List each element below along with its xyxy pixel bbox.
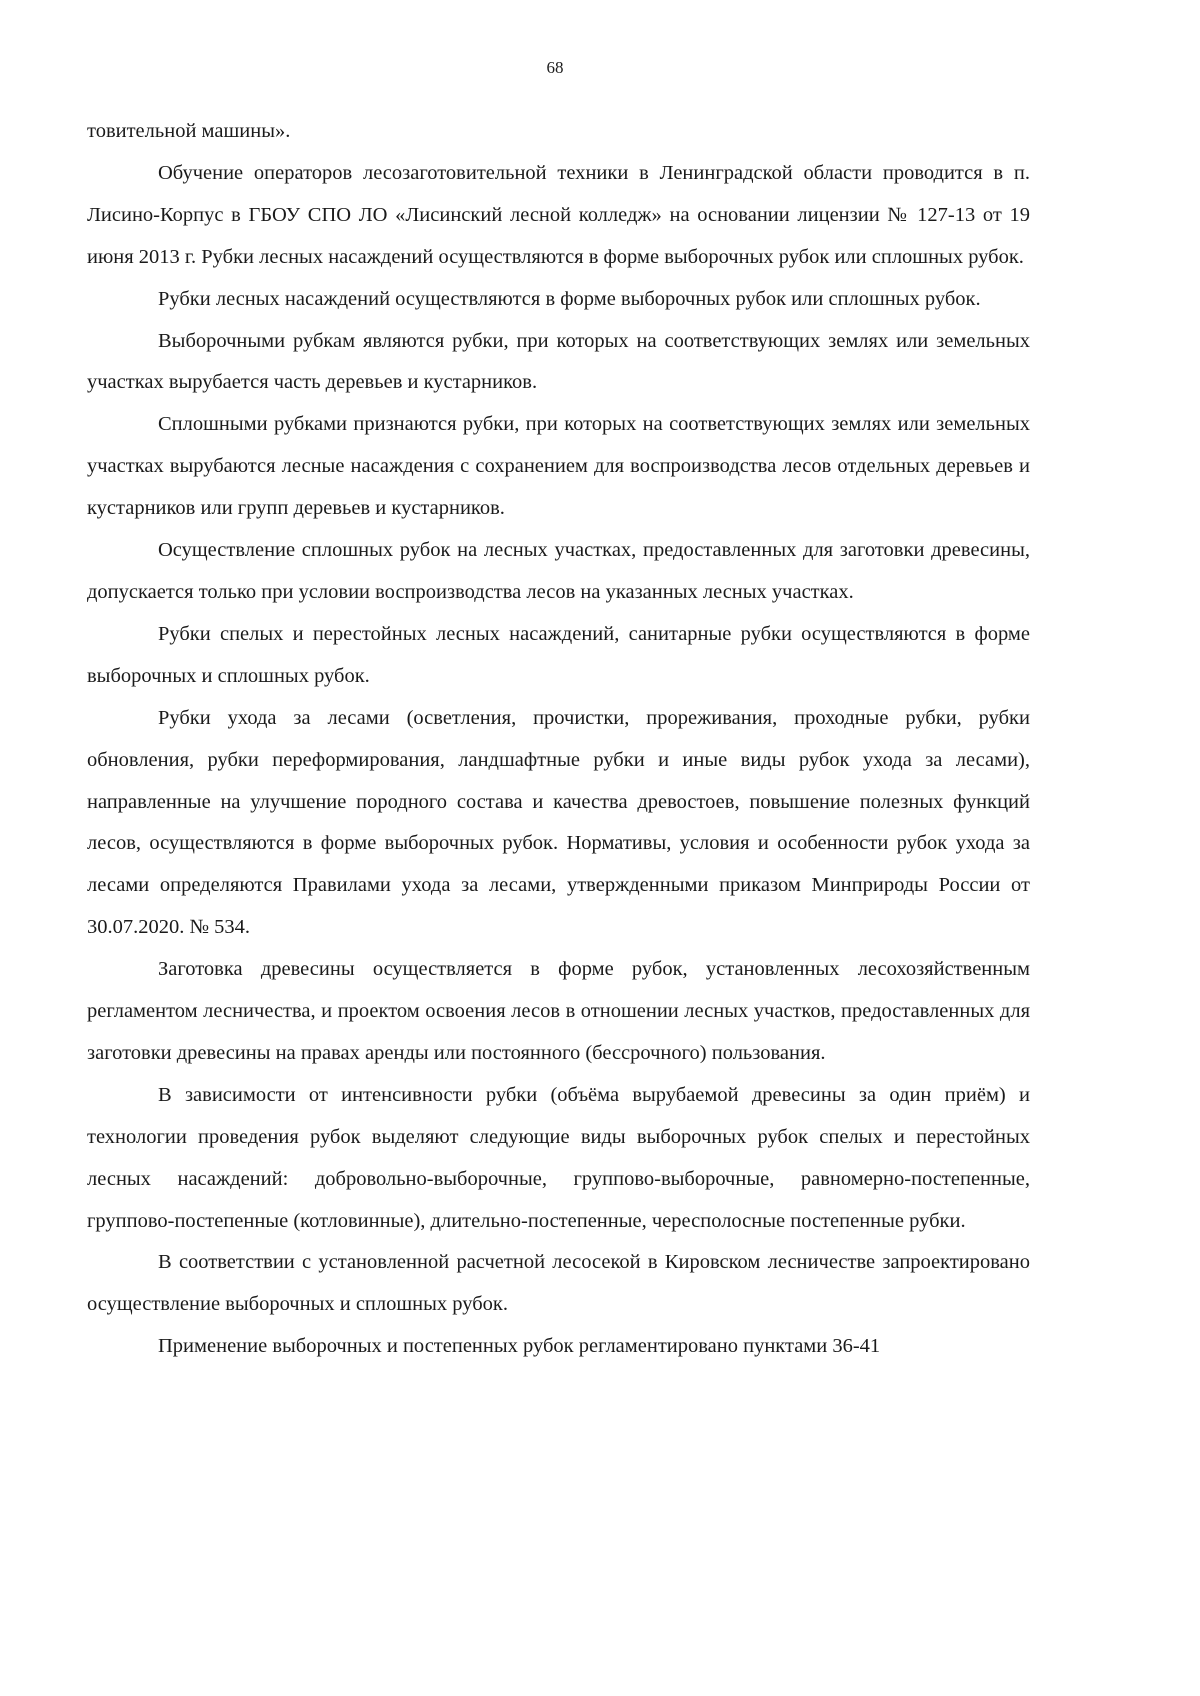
paragraph: Рубки спелых и перестойных лесных насаждений, санитарные рубки осуществляются в форме выборочных и сплошных рубок. (87, 622, 1030, 687)
paragraph: Осуществление сплошных рубок на лесных участках, предоставленных для заготовки древесины, допускается только при условии воспроизводства лесов на указанных лесных участках. (87, 539, 1030, 603)
paragraph-last: Применение выборочных и постепенных рубок регламентировано пунктами 36-41 (158, 1335, 881, 1358)
body-text (87, 111, 1030, 1368)
paragraph: Рубки лесных насаждений осуществляются в форме выборочных рубок или сплошных рубок. (158, 287, 981, 310)
paragraph: В соответствии с установленной расчетной лесосекой в Кировском лесничестве запроектировано осуществление выборочных и сплошных рубок. (87, 1251, 1030, 1316)
page-number: 68 (546, 58, 564, 77)
paragraph: Сплошными рубками признаются рубки, при которых на соответствующих землях или земельных участках вырубаются лесные насаждения с сохранением для воспроизводства лесов отдельных деревьев и кустарников или групп деревьев и кустарников. (87, 413, 1030, 520)
paragraph: Выборочными рубкам являются рубки, при которых на соответствующих землях или земельных участках вырубается часть деревьев и кустарников. (87, 329, 1030, 394)
paragraph: Заготовка древесины осуществляется в форме рубок, установленных лесохозяйственным регламентом лесничества, и проектом освоения лесов в отношении лесных участков, предоставленных для заготовки древесины на правах аренды или постоянного (бессрочного) пользования. (87, 958, 1030, 1064)
paragraph: Рубки ухода за лесами (осветления, прочистки, прореживания, проходные рубки, рубки обновления, рубки переформирования, ландшафтные рубки и иные виды рубок ухода за лесами), направленные на улучшение породного состава и качества древостоев, повышение полезных функций лесов, осуществляются в форме выборочных рубок. Нормативы, условия и особенности рубок ухода за лесами определяются Правилами ухода за лесами, утвержденными приказом Минприроды России от 30.07.2020. № 534. (87, 706, 1030, 939)
paragraph: В зависимости от интенсивности рубки (объёма вырубаемой древесины за один приём) и технологии проведения рубок выделяют следующие виды выборочных рубок спелых и перестойных лесных насаждений: добровольно-выборочные, группово-выборочные, равномерно-постепенные, группово-постепенные (котловинные), длительно-постепенные, чересполосные постепенные рубки. (87, 1083, 1030, 1232)
paragraph: Обучение операторов лесозаготовительной техники в Ленинградской области проводится в п. Лисино-Корпус в ГБОУ СПО ЛО «Лисинский лесной колледж» на основании лицензии № 127-13 от 19 июня 2013 г. Рубки лесных насаждений осуществляются в форме выборочных рубок или сплошных рубок. (87, 161, 1030, 268)
paragraph-continuation: товительной машины». (87, 120, 291, 142)
